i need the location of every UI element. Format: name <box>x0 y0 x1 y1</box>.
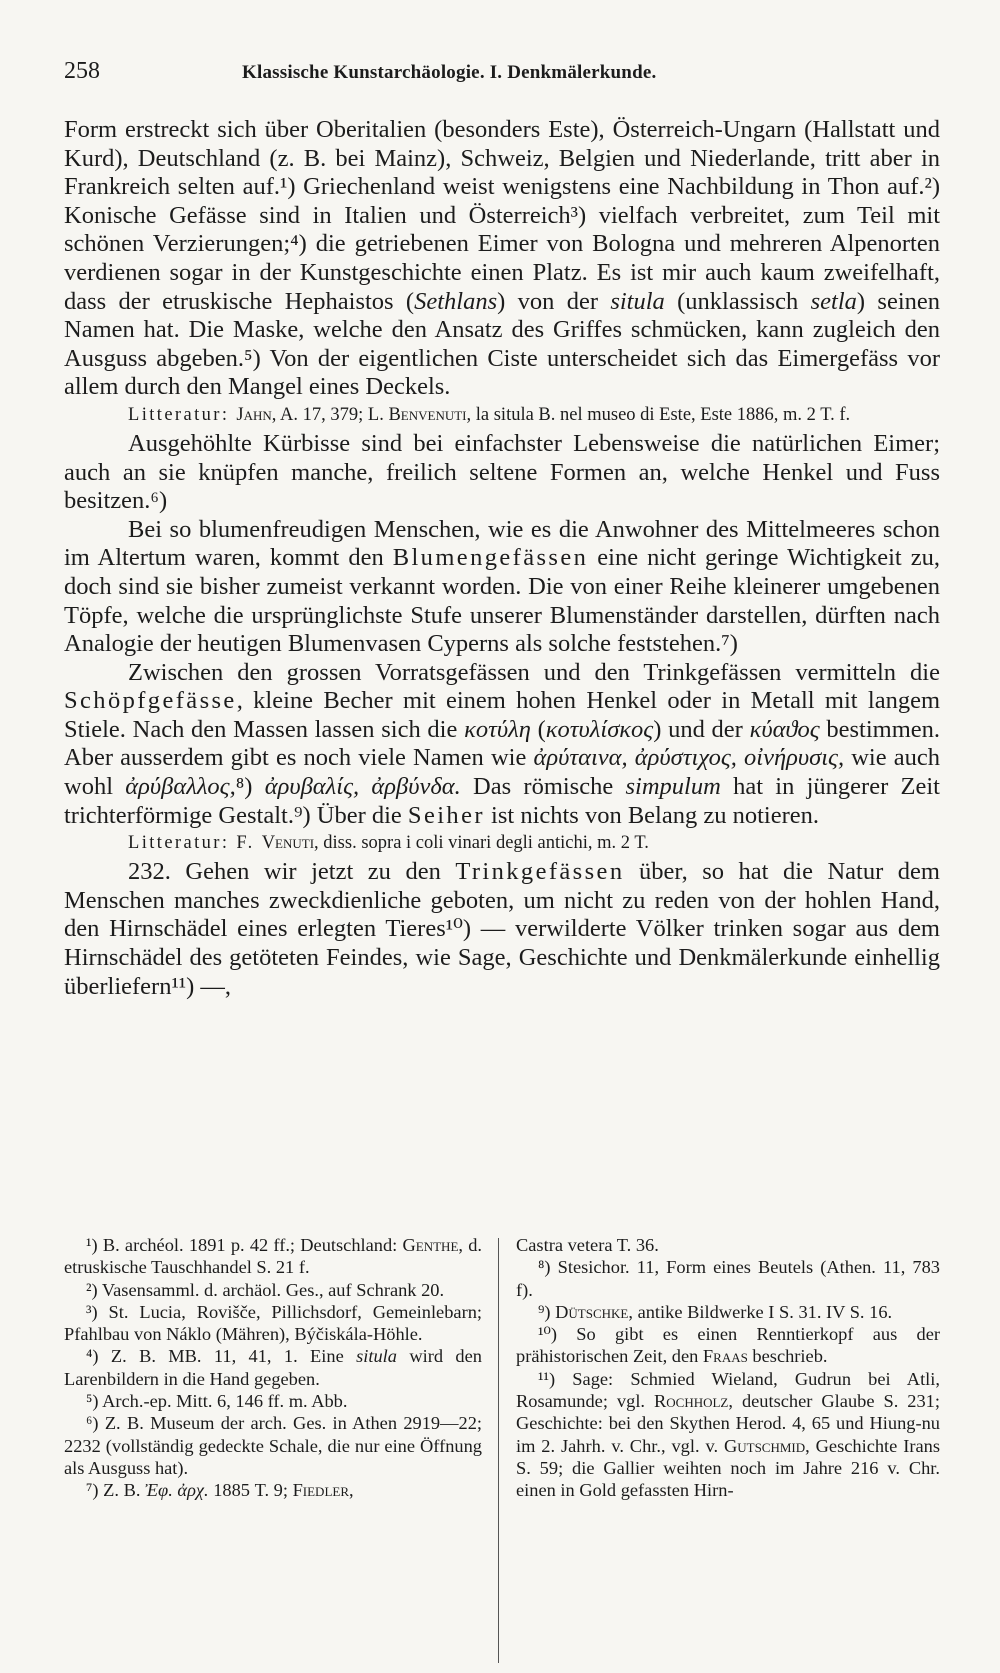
running-head: Klassische Kunstarchäologie. I. Denkmälerkunde. <box>242 62 657 83</box>
footnote-7: ⁷) Z. B. Ἐφ. ἀρχ. 1885 T. 9; Fiedler, <box>86 1480 354 1501</box>
footnote-2: ²) Vasensamml. d. archäol. Ges., auf Schrank 20. <box>86 1279 445 1300</box>
page-header <box>64 58 940 92</box>
footnotes-right-column <box>516 1234 940 1502</box>
footnotes-left-column <box>64 1234 482 1502</box>
footnote-10: ¹⁰) So gibt es einen Renntierkopf aus der prähistorischen Zeit, den Fraas beschrieb. <box>516 1324 940 1367</box>
footnote-8: ⁸) Stesichor. 11, Form eines Beutels (Athen. 11, 783 f). <box>516 1257 940 1300</box>
footnote-6: ⁶) Z. B. Museum der arch. Ges. in Athen 2919—22; 2232 (vollständig gedeckte Schale, die nur eine Öffnung als Ausguss hat). <box>64 1413 482 1478</box>
footnote-3: ³) St. Lucia, Rovišče, Pillichsdorf, Gemeinlebarn; Pfahlbau von Náklo (Mähren), Býčiskála-Höhle. <box>64 1301 482 1345</box>
footnote-11: ¹¹) Sage: Schmied Wieland, Gudrun bei Atli, Rosamunde; vgl. Rochholz, deutscher Glaube S. 231; Geschichte: bei den Skythen Herod. 4, 65 und Hiung-nu im 2. Jahrh. v. Chr., vgl. v. Gutschmid, Geschichte Irans S. 59; die Gallier weihten noch im Jahre 216 v. Chr. einen in Gold gefassten Hirn- <box>516 1368 940 1501</box>
paragraph-schoepfgefaesse: Zwischen den grossen Vorratsgefässen und den Trinkgefässen vermitteln die Schöpfgefässe, kleine Becher mit einem hohen Henkel oder in Metall mit langem Stiele. Nach den Massen lassen sich die κοτύλη (κοτυλίσκος) und der κύαϑος bestimmen. Aber ausserdem gibt es noch viele Namen wie ἀρύταινα, ἀρύστιχος, οἰνήρυσις, wie auch wohl ἀρύβαλλος,⁸) ἀρυβαλίς, ἀρβύνδα. Das römische simpulum hat in jüngerer Zeit trichterförmige Gestalt.⁹) Über die Seiher ist nichts von Belang zu notieren. <box>64 658 941 829</box>
footnote-4: ⁴) Z. B. MB. 11, 41, 1. Eine situla wird den Larenbildern in die Hand gegeben. <box>64 1346 482 1389</box>
footnote-9: ⁹) Dütschke, antike Bildwerke I S. 31. IV S. 16. <box>538 1301 893 1322</box>
main-text <box>64 116 940 1001</box>
literature-note-eimer: Litteratur: Jahn, A. 17, 379; L. Benvenuti, la situla B. nel museo di Este, Este 1886, m. 2 T. f. <box>128 404 851 425</box>
page-number: 258 <box>64 58 100 84</box>
paragraph-eimer: Form erstreckt sich über Oberitalien (besonders Este), Österreich-Ungarn (Hallstatt und Kurd), Deutschland (z. B. bei Mainz), Schweiz, Belgien und Niederlande, tritt aber in Frankreich selten auf.¹) Griechenland weist wenigstens eine Nachbildung in Thon auf.²) Konische Gefässe sind in Italien und Österreich³) vielfach verbreitet, zum Teil mit schönen Verzierungen;⁴) die getriebenen Eimer von Bologna und mehreren Alpenorten verdienen sogar in der Kunstgeschichte einen Platz. Es ist mir auch kaum zweifelhaft, dass der etruskische Hephaistos (Sethlans) von der situla (unklassisch setla) seinen Namen hat. Die Maske, welche den Ansatz des Griffes schmücken, kann zugleich den Ausguss abgeben.⁵) Von der eigentlichen Ciste unterscheidet sich das Eimergefäss vor allem durch den Mangel eines Deckels. <box>64 116 940 401</box>
literature-note-schoepfgefaesse: Litteratur: F. Venuti, diss. sopra i coli vinari degli antichi, m. 2 T. <box>128 833 649 854</box>
paragraph-kuerbisse: Ausgehöhlte Kürbisse sind bei einfachster Lebensweise die natürlichen Eimer; auch an sie knüpfen manche, freilich seltene Formen an, welche Henkel und Fuss besitzen.⁶) <box>64 429 940 515</box>
section-number: 232. <box>128 858 171 886</box>
paragraph-blumengefaesse: Bei so blumenfreudigen Menschen, wie es die Anwohner des Mittelmeeres schon im Altertum waren, kommt den Blumengefässen eine nicht geringe Wichtigkeit zu, doch sind sie bisher zumeist verkannt worden. Die von einer Reihe kleinerer umgebenen Töpfe, welche die ursprünglichste Stufe unserer Blumenständer darstellen, dürften nach Analogie der heutigen Blumenvasen Cyperns als solche feststehen.⁷) <box>64 515 940 658</box>
footnote-1: ¹) B. archéol. 1891 p. 42 ff.; Deutschland: Genthe, d. etruskische Tauschhandel S. 21 f. <box>64 1235 482 1278</box>
footnote-5: ⁵) Arch.-ep. Mitt. 6, 146 ff. m. Abb. <box>86 1391 348 1412</box>
footnote-7-continued: Castra vetera T. 36. <box>516 1235 659 1255</box>
paragraph-section-232: 232. Gehen wir jetzt zu den Trinkgefässen über, so hat die Natur dem Menschen manches zweckdienliche geboten, um nicht zu reden von der hohlen Hand, den Hirnschädel eines erlegten Tieres¹⁰) — verwilderte Völker trinken sogar aus dem Hirnschädel des getöteten Feindes, wie Sage, Geschichte und Denkmälerkunde einhellig überliefern¹¹) —, <box>64 858 940 1000</box>
footnote-column-divider <box>498 1238 499 1663</box>
